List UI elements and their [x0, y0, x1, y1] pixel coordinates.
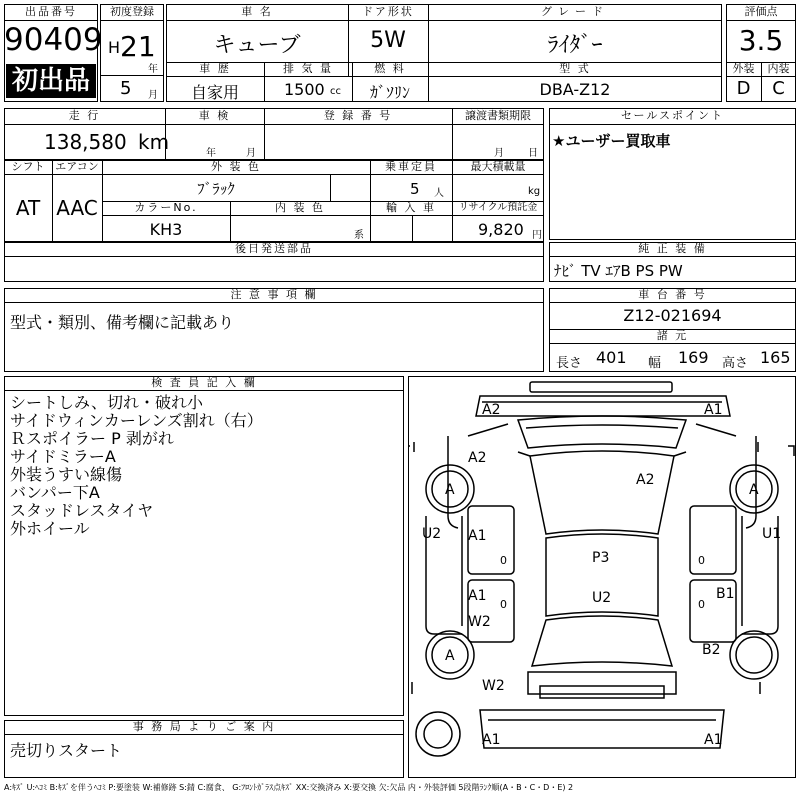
inspector-line: 外装うすい線傷 [10, 465, 123, 484]
office-label: 事 務 局 よ り ご 案 内 [132, 720, 276, 733]
lot-label: 出品番号 [25, 5, 77, 18]
mark-door-rl-a: A1 [468, 588, 487, 604]
inspection-month-unit: 月 [246, 148, 256, 159]
mark-front-left: A2 [482, 402, 501, 418]
selling-point-section [549, 108, 796, 240]
chassis-label: 車 台 番 号 [638, 288, 707, 301]
int-color-label: 内 装 色 [275, 201, 325, 214]
history: 自家用 [190, 83, 239, 102]
max-load-unit: kg [528, 186, 541, 197]
footer-legend: A:ｷｽﾞ U:ﾍｺﾐ B:ｷｽﾞを伴うﾍｺﾐ P:要塗装 W:補修跡 S:錆 C:腐食、 G:ﾌﾛﾝﾄｶﾞﾗｽ点ｷｽﾞ XX:交換済み X:要交換 欠:欠品 内・外装評価 5段階ﾗﾝｸ順(A・B・C・D・E) 2 [4, 783, 574, 792]
displacement: 1500 [284, 80, 325, 99]
notes-label: 注 意 事 項 欄 [230, 288, 318, 301]
exterior-grade: D [736, 78, 751, 99]
mark-hood-right: A2 [636, 472, 655, 488]
mark-door-fl: A1 [468, 528, 487, 544]
recycle-amount: 9,820 [478, 220, 524, 239]
door-type: 5W [370, 28, 406, 53]
fuel: ｶﾞｿﾘﾝ [369, 83, 410, 102]
mark-rear-left: A1 [482, 732, 501, 748]
model-code: DBA-Z12 [539, 80, 611, 99]
reg-year: 21 [120, 30, 156, 63]
mark-fender-l: U2 [422, 526, 442, 542]
mileage: 138,580 [44, 130, 127, 154]
score-label: 評価点 [744, 5, 778, 18]
mark-zero-2: 0 [698, 554, 705, 567]
mark-zero-4: 0 [698, 598, 705, 611]
registration-label: 登 録 番 号 [323, 109, 393, 122]
ext-color: ﾌﾞﾗｯｸ [197, 180, 235, 198]
capacity-unit: 人 [434, 188, 444, 199]
width: 169 [678, 348, 709, 367]
mark-door-rr: B1 [716, 586, 735, 602]
inspection-year-unit: 年 [206, 148, 216, 159]
capacity: 5 [410, 180, 420, 198]
interior-grade: C [772, 78, 785, 99]
model-label: 型 式 [559, 62, 591, 75]
equipment-label: 純 正 装 備 [638, 242, 707, 255]
ext-color-label: 外 装 色 [211, 160, 261, 173]
selling-point-label: セールスポイント [620, 109, 724, 122]
inspector-line: サイドミラーA [10, 447, 116, 466]
height-label: 高さ [722, 356, 749, 371]
mark-front-right: A1 [704, 402, 723, 418]
shift-label: シフト [11, 160, 45, 173]
inspector-line: 外ホイール [10, 519, 90, 538]
ac-label: エアコン [55, 160, 99, 173]
mark-tire-fr: A [749, 482, 759, 498]
history-label: 車 歴 [199, 62, 231, 75]
int-color-unit: 系 [354, 230, 364, 241]
mark-rear-right: A1 [704, 732, 723, 748]
capacity-label: 乗車定員 [385, 160, 437, 173]
selling-point: ★ユーザー買取車 [552, 132, 671, 150]
mark-zero-1: 0 [500, 554, 507, 567]
door-label: ドア形状 [362, 5, 414, 18]
car-name-label: 車 名 [241, 5, 273, 18]
mark-tire-rl: A [445, 648, 455, 664]
shift: AT [15, 196, 41, 220]
transfer-day-unit: 日 [528, 148, 538, 159]
inspector-notes [10, 394, 400, 538]
inspector-line: サイドウィンカーレンズ割れ（右） [10, 411, 263, 430]
transfer-label: 譲渡書類期限 [465, 109, 531, 122]
score: 3.5 [738, 24, 784, 57]
office-message: 売切りスタート [10, 741, 123, 760]
mark-roof-u: U2 [592, 590, 612, 606]
inspector-line: Ｒスポイラー P 剥がれ [10, 429, 174, 448]
mark-rear-l-w: W2 [482, 678, 505, 694]
era: H [108, 38, 121, 57]
inspector-line: スタッドレスタイヤ [10, 501, 154, 520]
mark-door-rl-w: W2 [468, 614, 491, 630]
grade-label: グレード [541, 5, 609, 18]
mark-roof: P3 [592, 550, 610, 566]
color-no: KH3 [149, 220, 183, 239]
displacement-unit: cc [330, 86, 341, 97]
length-label: 長さ [556, 356, 583, 371]
mileage-label: 走 行 [68, 109, 101, 122]
grade: ﾗｲﾀﾞｰ [547, 33, 603, 58]
max-load-label: 最大積載量 [470, 160, 526, 173]
interior-label: 内装 [767, 62, 790, 75]
recycle-unit: 円 [532, 230, 542, 241]
ac: AAC [56, 196, 98, 220]
car-name: キューブ [213, 33, 301, 58]
exterior-label: 外装 [732, 62, 755, 75]
inspector-line: バンパー下A [10, 483, 100, 502]
inspector-label: 検 査 員 記 入 欄 [151, 376, 257, 389]
first-listing-label: 初出品 [11, 66, 90, 96]
month-unit: 月 [148, 90, 158, 101]
reg-month: 5 [120, 78, 132, 99]
height: 165 [760, 348, 791, 367]
mileage-unit: km [138, 130, 170, 154]
year-unit: 年 [148, 64, 158, 75]
mark-zero-3: 0 [500, 598, 507, 611]
color-no-label: カラーNo. [134, 201, 198, 214]
mark-tire-fl: A [445, 482, 455, 498]
inspector-line: シートしみ、切れ・破れ小 [10, 393, 203, 412]
first-reg-label: 初度登録 [110, 5, 154, 18]
notes: 型式・類別、備考欄に記載あり [10, 313, 235, 332]
length: 401 [596, 348, 627, 367]
mark-hood-left: A2 [468, 450, 487, 466]
chassis-number: Z12-021694 [623, 306, 722, 325]
mark-fender-r: U1 [762, 526, 782, 542]
inspection-label: 車 検 [198, 109, 231, 122]
import-label: 輸 入 車 [386, 201, 436, 214]
displacement-label: 排 気 量 [283, 62, 333, 75]
transfer-month-unit: 月 [494, 148, 504, 159]
recycle-label: リサイクル預託金 [458, 202, 538, 213]
parts-label: 後日発送部品 [235, 242, 313, 255]
mark-quarter-r: B2 [702, 642, 721, 658]
width-label: 幅 [648, 356, 662, 371]
car-diagram [408, 376, 796, 778]
fuel-label: 燃 料 [374, 62, 406, 75]
equipment: ﾅﾋﾞ TV ｴｱB PS PW [554, 262, 683, 280]
first-listing-badge [6, 64, 96, 98]
lot-number: 90409 [4, 22, 103, 58]
dims-label: 諸 元 [656, 329, 689, 342]
